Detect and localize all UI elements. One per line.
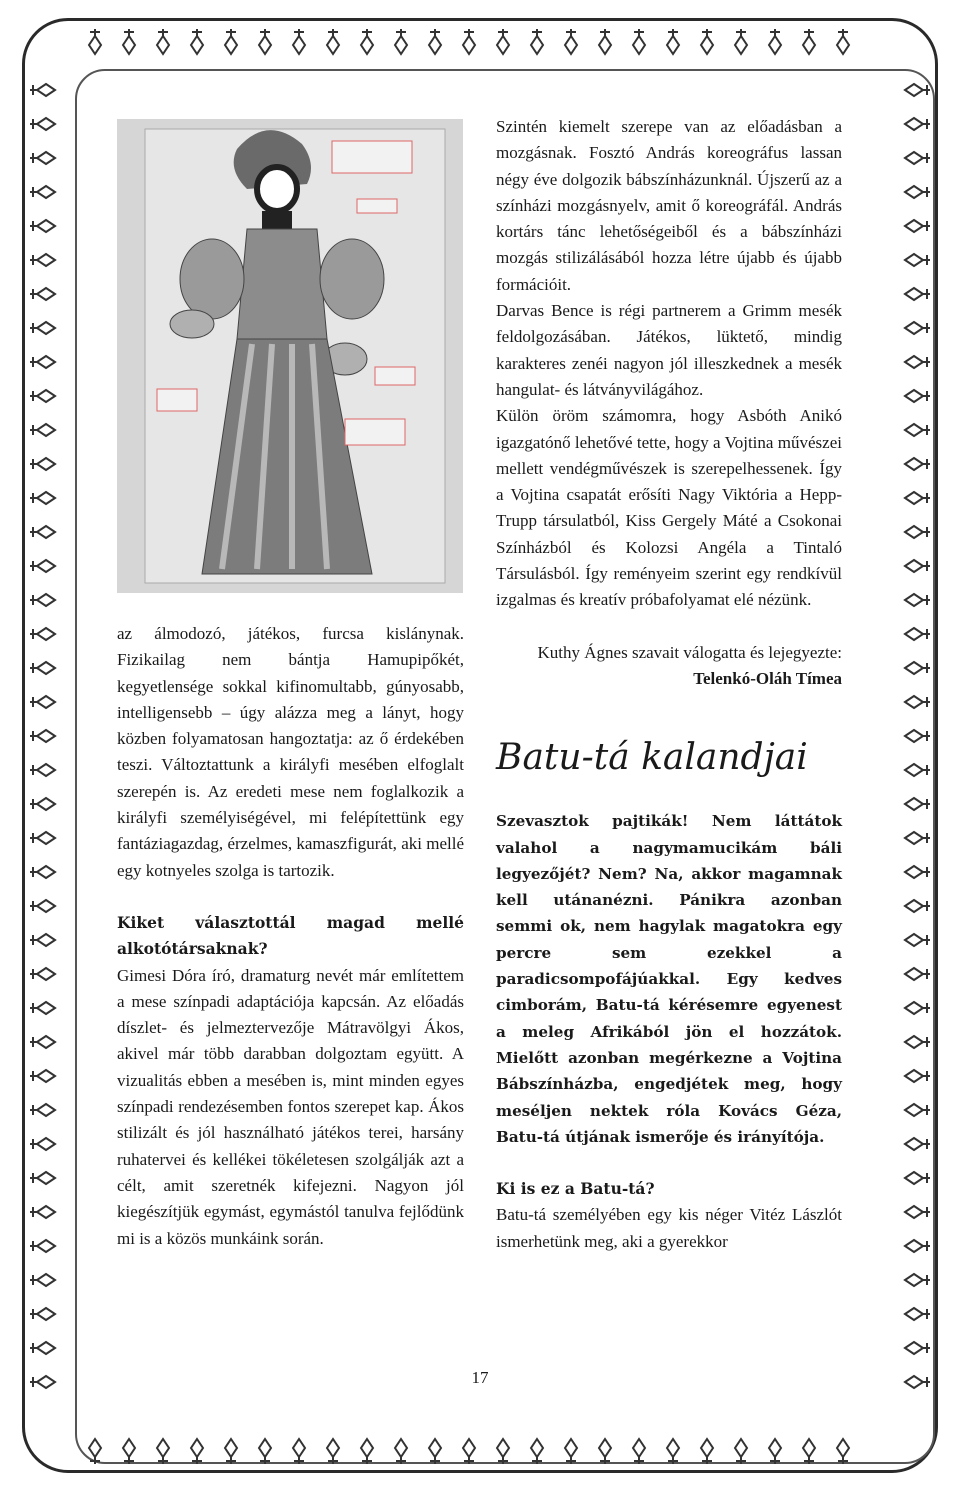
left-column [117,621,464,1252]
costume-sketch-photo [117,119,463,593]
right-column [496,114,842,1255]
credit-line: Kuthy Ágnes szavait válogatta és lejegyezte: [537,642,842,662]
right-paragraph-4: Batu-tá személyében egy kis néger Vitéz Lászlót ismerhetünk meg, aki a gyerekkor [496,1205,842,1251]
left-paragraph-2: Gimesi Dóra író, dramaturg nevét már említettem a mese színpadi adaptációja kapcsán. Az előadás díszlet- és jelmeztervezője Mátravölgyi Ákos, akivel már több darabban dolgoztam együtt. A vizualitás ebben a mesében is, mint minden egyes színpadi rendezésemben fontos szerepet kap. Ákos stilizált és jól használható játékos terei, harsány ruhatervei és kellékei tökéletesen szolgálják azt a célt, amit szeretnék kifejezni. Nagyon jól kiegészítjük egymást, egymástól tanulva fejlődünk mi is a közös munkáink során. [117,965,464,1248]
right-paragraph-3: Külön öröm számomra, hogy Asbóth Anikó igazgatónő lehetővé tette, hogy a Vojtina művészei mellett vendégművészek is szerepelhessenek. Így a Vojtina csapatát erősíti Nagy Viktória a Hepp- Trupp társulatból, Kiss Gergely Máté a Csokonai Színházból és Kolozsi Angéla a Tintaló Társulásból. Így reményeim szerint egy rendkívül izgalmas és kreatív próbafolyamat elé nézünk. [496,406,842,610]
left-question-heading: Kiket választottál magad mellé alkotótársaknak? [117,912,464,959]
credit-name: Telenkó-Oláh Tímea [693,668,842,688]
left-paragraph-1: az álmodozó, játékos, furcsa kislánynak. Fizikailag nem bántja Hamupipőkét, kegyetlensége sokkal kifinomultabb, gúnyosabb, intelligensebb – úgy alázza meg a lányt, hogy közben folyamatosan hangoztatja: az ő érdekében teszi. Változtattunk a királyfi mesében elfoglalt szerepén is. Az eredeti mese nem foglalkozik a királyfi személyiségével, mi felépítettünk egy fantáziagazdag, érzelmes, kamaszfigurát, aki mellé egy kotnyeles szolga is tartozik. [117,624,464,880]
right-question-heading: Ki is ez a Batu-tá? [496,1179,655,1199]
right-paragraph-1: Szintén kiemelt szerepe van az előadásban a mozgásnak. Fosztó András koreográfus lassan négy éve dolgozik bábszínházunknál. Újszerű az a színházi mozgásnyelv, amit ő koreográfál. András kortárs tánc lehetőségeiből és a bábszínházi mozgás stilizálásából hozza létre újabb és újabb formációit. [496,117,842,294]
right-paragraph-2: Darvas Bence is régi partnerem a Grimm mesék feldolgozásában. Játékos, lüktető, mindig karakteres zenéi nagyon jól illeszkednek a mesék hangulat- és látványvilágához. [496,301,842,399]
section-title: Batu-tá kalandjai [496,737,808,779]
section-intro: Szevasztok pajtikák! Nem láttátok valahol a nagymamucikám báli legyezőjét? Nem? Na, akkor magamnak kell utánanézni. Pánikra azonban semmi ok, nem hagylak magatokra egy percre sem ezekkel a paradicsompofájúakkal. Egy kedves cimborám, Batu-tá kérésemre egyenest a meleg Afrikából jön el hozzátok. Mielőtt azonban megérkezne a Vojtina Bábszínházba, engedjétek meg, hogy meséljen nektek róla Kovács Géza, Batu-tá útjának ismerője és irányítója. [496,812,842,1146]
page-number: 17 [471,1368,489,1387]
